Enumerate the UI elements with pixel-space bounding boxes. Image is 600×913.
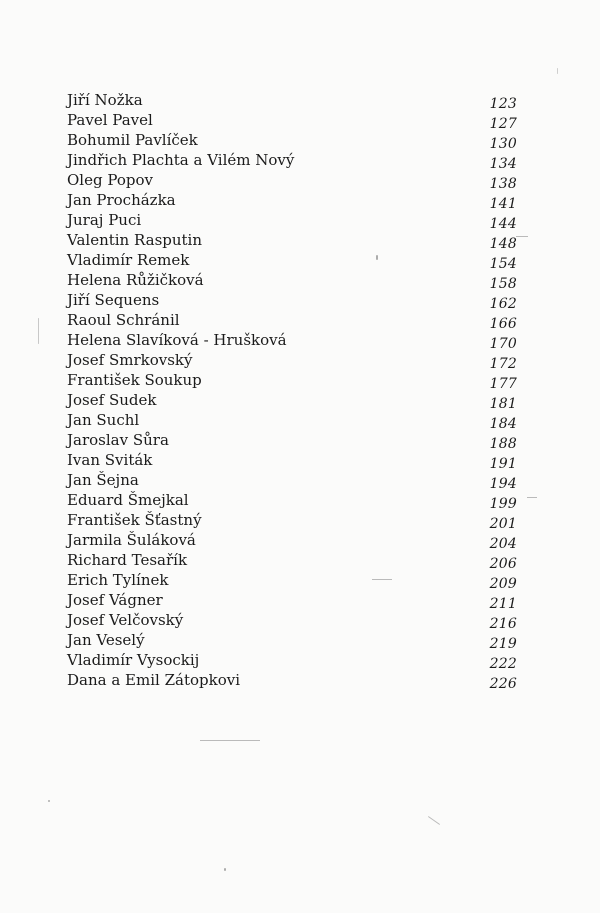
toc-entry [67,210,517,230]
scan-mark [372,579,392,580]
toc-entry-name: Josef Sudek [67,391,157,409]
toc-entry-name: Jan Veselý [67,631,145,649]
toc-entry-page: 123 [489,96,517,112]
toc-entry-page: 181 [489,396,517,412]
toc-entry-name: Helena Růžičková [67,271,204,289]
toc-entry-name: Juraj Puci [67,211,142,229]
toc-entry-page: 226 [489,676,517,692]
toc-entry [67,290,517,310]
toc-entry [67,190,517,210]
toc-entry-page: 199 [489,496,517,512]
toc-entry-page: 172 [489,356,517,372]
toc-entry [67,130,517,150]
scan-mark [200,740,260,741]
toc-entry-name: Jan Suchl [67,411,140,429]
toc-entry [67,530,517,550]
toc-entry-page: 188 [489,436,517,452]
toc-entry-name: Jiří Nožka [67,91,143,109]
scan-speck [48,800,50,802]
toc-entry-name: Josef Velčovský [67,611,184,629]
toc-entry-page: 144 [489,216,517,232]
toc-entry-page: 138 [489,176,517,192]
toc-entry [67,410,517,430]
toc-entry-page: 177 [489,376,517,392]
toc-entry [67,550,517,570]
toc-entry-page: 170 [489,336,517,352]
scan-speck [376,255,378,260]
toc-entry-name: Jarmila Šuláková [67,531,196,549]
toc-entry-page: 148 [489,236,517,252]
toc-entry-page: 219 [489,636,517,652]
toc-entry [67,470,517,490]
toc-entry [67,510,517,530]
scan-mark [527,497,537,498]
toc-entry-name: Ivan Sviták [67,451,153,469]
toc-entry [67,630,517,650]
toc-entry-name: Jindřich Plachta a Vilém Nový [67,151,295,169]
toc-entry [67,590,517,610]
toc-entry-page: 206 [489,556,517,572]
scan-speck [38,318,39,344]
toc-entry-name: Josef Vágner [67,591,163,609]
toc-entry-name: Helena Slavíková - Hrušková [67,331,287,349]
toc-entry-name: Eduard Šmejkal [67,491,189,509]
toc-entry-name: Jan Šejna [67,471,139,489]
toc-entry-page: 141 [489,196,517,212]
toc-entry [67,230,517,250]
toc-entry-name: Jiří Sequens [67,291,160,309]
toc-entry [67,250,517,270]
toc-entry-name: Jan Procházka [67,191,176,209]
toc-entry-name: Bohumil Pavlíček [67,131,198,149]
toc-entry-name: Vladimír Remek [67,251,190,269]
toc-entry-page: 158 [489,276,517,292]
toc-entry-name: Richard Tesařík [67,551,188,569]
toc-entry-name: Oleg Popov [67,171,153,189]
toc-entry [67,670,517,690]
scan-speck [224,868,226,871]
toc-entry [67,610,517,630]
table-of-contents [67,90,517,690]
toc-entry [67,110,517,130]
toc-entry-name: Valentin Rasputin [67,231,203,249]
toc-entry-page: 222 [489,656,517,672]
toc-entry-name: František Šťastný [67,511,202,529]
toc-entry-page: 216 [489,616,517,632]
toc-entry [67,90,517,110]
toc-entry-page: 130 [489,136,517,152]
scan-mark [516,236,528,237]
toc-entry-page: 184 [489,416,517,432]
toc-entry [67,350,517,370]
toc-entry-page: 127 [489,116,517,132]
toc-entry-page: 209 [489,576,517,592]
toc-entry-name: Pavel Pavel [67,111,153,129]
toc-entry [67,150,517,170]
toc-entry [67,430,517,450]
toc-entry [67,570,517,590]
toc-entry [67,370,517,390]
toc-entry-name: Josef Smrkovský [67,351,193,369]
toc-entry-name: Vladimír Vysockij [67,651,200,669]
toc-entry-name: Erich Tylínek [67,571,169,589]
toc-entry-name: František Soukup [67,371,202,389]
toc-entry-page: 166 [489,316,517,332]
toc-entry [67,310,517,330]
toc-entry-page: 204 [489,536,517,552]
toc-entry-page: 134 [489,156,517,172]
toc-entry-name: Jaroslav Sůra [67,431,169,449]
toc-entry [67,650,517,670]
toc-entry-page: 194 [489,476,517,492]
toc-entry-page: 201 [489,516,517,532]
scan-speck [557,68,558,74]
scan-mark [428,816,440,825]
toc-entry [67,170,517,190]
toc-entry-page: 191 [489,456,517,472]
toc-entry-page: 211 [489,596,517,612]
toc-entry [67,270,517,290]
toc-entry [67,390,517,410]
toc-entry-name: Dana a Emil Zátopkovi [67,671,241,689]
toc-entry [67,490,517,510]
toc-entry [67,330,517,350]
toc-entry-name: Raoul Schránil [67,311,180,329]
toc-entry-page: 154 [489,256,517,272]
toc-entry-page: 162 [489,296,517,312]
toc-entry [67,450,517,470]
